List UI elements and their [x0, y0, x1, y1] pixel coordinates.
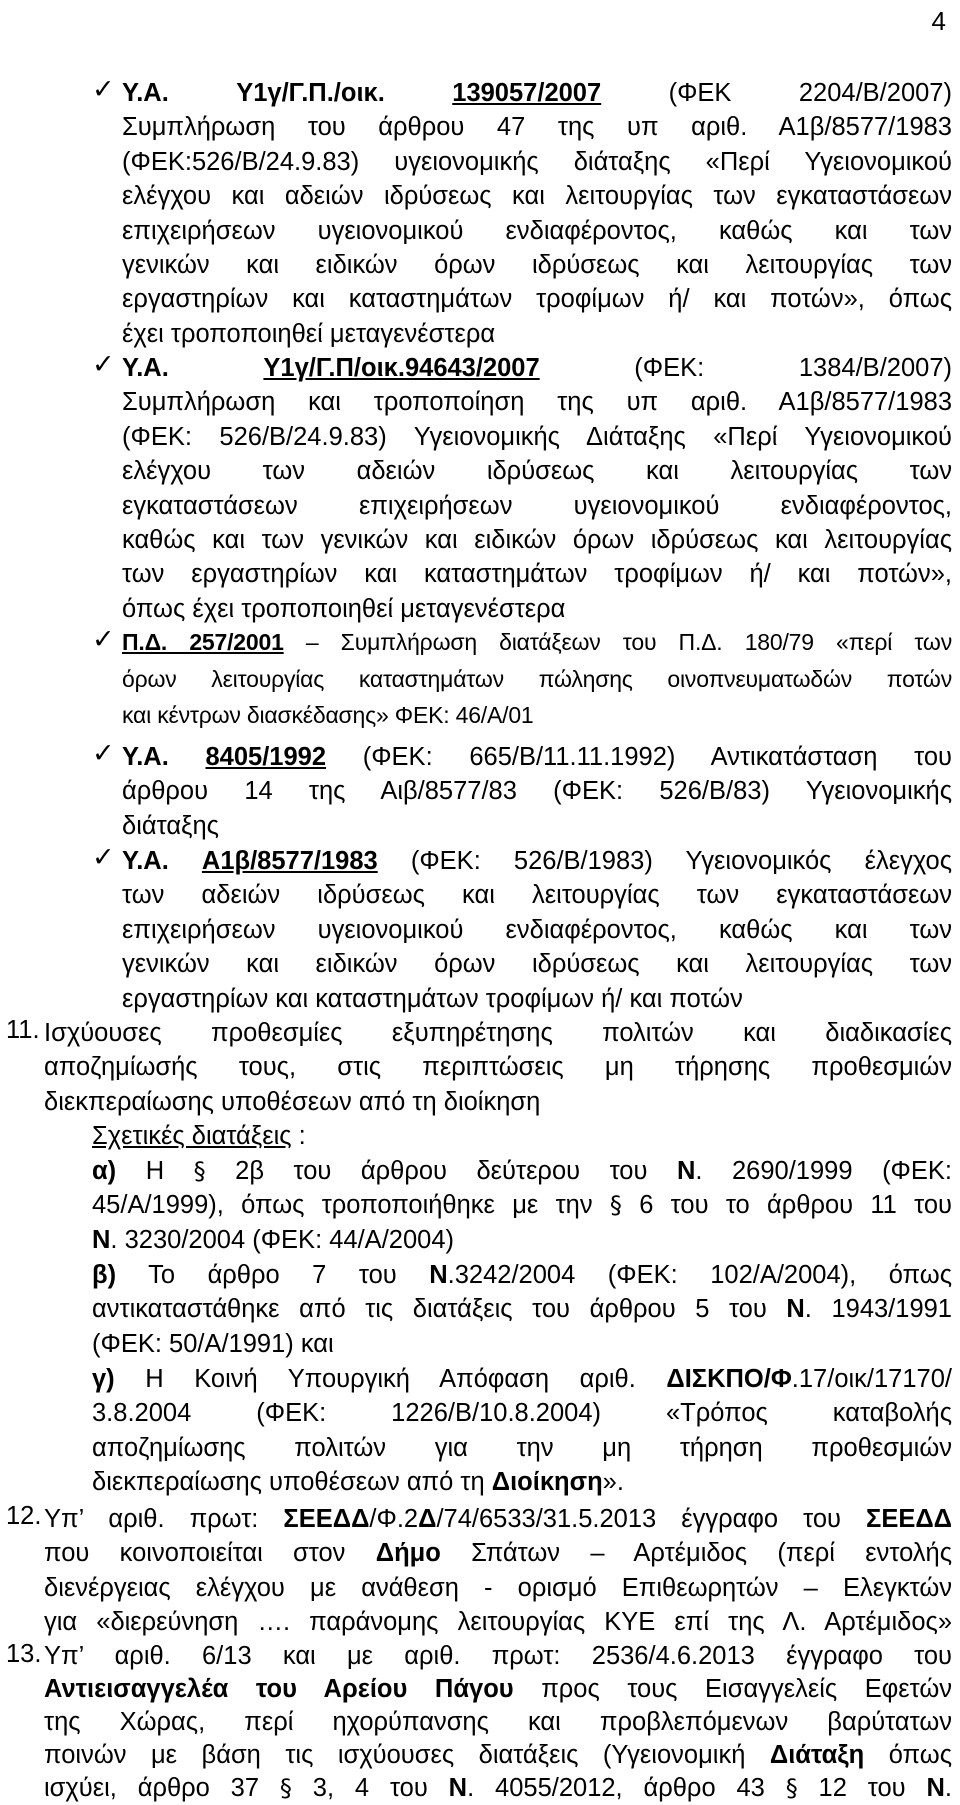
item-line: Υ.Α. Α1β/8577/1983 (ΦΕΚ: 526/Β/1983) Υγειονομικός έλεγχος: [122, 847, 952, 875]
page-number: 4: [931, 6, 946, 36]
checkmark-icon: ✓: [92, 842, 115, 873]
regulation-item-4: Υ.Α. 8405/1992 (ΦΕΚ: 665/Β/11.11.1992) Αντικατάσταση του άρθρου 14 της Αιβ/8577/83 (ΦΕΚ: 526/Β/83) Υγειονομικής διάταξης: [122, 740, 952, 843]
regulation-item-3: Π.Δ. 257/2001 – Συμπλήρωση διατάξεων του Π.Δ. 180/79 «περί των όρων λειτουργίας καταστημάτων πώλησης οινοπνευματωδών ποτών και κέντρων διασκέδασης» ΦΕΚ: 46/Α/01: [122, 624, 952, 734]
item-line: Υ.Α. Υ1γ/Γ.Π./οικ. 139057/2007 (ΦΕΚ 2204/Β/2007): [122, 79, 952, 107]
section-13: Υπ’ αριθ. 6/13 και με αριθ. πρωτ: 2536/4.6.2013 έγγραφο του Αντιεισαγγελέα του Αρείου Πάγου προς τους Εισαγγελείς Εφετών της Χώρας, περί ηχορύπανσης και προβλεπόμενων βαρύτατων ποινών με βάση τις ισχύουσες διατάξεις (Υγειονομική Διάταξη όπως ισχύει, άρθρο 37 § 3, 4 του Ν. 4055/2012, άρθρο 43 § 12 του Ν.: [44, 1642, 953, 1802]
provision-b: β) Το άρθρο 7 του Ν.3242/2004 (ΦΕΚ: 102/Α/2004), όπως αντικαταστάθηκε από τις διατάξεις του άρθρου 5 του Ν. 1943/1991 (ΦΕΚ: 50/Α/1991) και: [92, 1261, 952, 1358]
related-provisions-label: Σχετικές διατάξεις :: [92, 1122, 306, 1151]
section-number: 12.: [6, 1502, 42, 1530]
checkmark-icon: ✓: [92, 74, 115, 105]
regulation-item-1: Υ.Α. Υ1γ/Γ.Π./οικ. 139057/2007 (ΦΕΚ 2204/Β/2007) Συμπλήρωση του άρθρου 47 της υπ αριθ. Α1β/8577/1983 (ΦΕΚ:526/Β/24.9.83) υγειονομικής διάταξης «Περί Υγειονομικού ελέγχου και αδειών ιδρύσεως και λειτουργίας των εγκαταστάσεων επιχειρήσεων υγειονομικού ενδιαφέροντος, καθώς και των γενικών και ειδικών όρων ιδρύσεως και λειτουργίας των εργαστηρίων και καταστημάτων τροφίμων ή/ και ποτών», όπως έχει τροποποιηθεί μεταγενέστερα: [122, 76, 952, 351]
provision-a: α) Η § 2β του άρθρου δεύτερου του Ν. 2690/1999 (ΦΕΚ: 45/Α/1999), όπως τροποποιήθηκε με την § 6 του το άρθρου 11 του Ν. 3230/2004 (ΦΕΚ: 44/Α/2004): [92, 1157, 953, 1254]
checkmark-icon: ✓: [92, 738, 115, 769]
section-12: Υπ’ αριθ. πρωτ: ΣΕΕΔΔ/Φ.2Δ/74/6533/31.5.2013 έγγραφο του ΣΕΕΔΔ που κοινοποιείται στον Δήμο Σπάτων – Αρτέμιδος (περί εντολής διενέργειας ελέγχου με ανάθεση - ορισμό Επιθεωρητών – Ελεγκτών για «διερεύνηση …. παράνομης λειτουργίας ΚΥΕ επί της Λ. Αρτέμιδος»: [44, 1505, 953, 1637]
provision-c: γ) Η Κοινή Υπουργική Απόφαση αριθ. ΔΙΣΚΠΟ/Φ.17/οικ/17170/ 3.8.2004 (ΦΕΚ: 1226/Β/10.8.2004) «Τρόπος καταβολής αποζημίωσης πολιτών για την μη τήρηση προθεσμιών διεκπεραίωσης υποθέσεων από τη Διοίκηση».: [92, 1365, 952, 1497]
checkmark-icon: ✓: [92, 349, 115, 380]
section-number: 13.: [6, 1640, 42, 1668]
regulation-item-5: Υ.Α. Α1β/8577/1983 (ΦΕΚ: 526/Β/1983) Υγειονομικός έλεγχος των αδειών ιδρύσεως και λειτουργίας των εγκαταστάσεων επιχειρήσεων υγειονομικού ενδιαφέροντος, καθώς και των γενικών και ειδικών όρων ιδρύσεως και λειτουργίας των εργαστηρίων και καταστημάτων τροφίμων ή/ και ποτών: [122, 844, 952, 1016]
item-line: Υ.Α. Υ1γ/Γ.Π/οικ.94643/2007 (ΦΕΚ: 1384/Β/2007): [122, 354, 952, 382]
section-number: 11.: [6, 1016, 40, 1044]
item-line: Υ.Α. 8405/1992 (ΦΕΚ: 665/Β/11.11.1992) Αντικατάσταση του: [122, 743, 952, 771]
item-line: Π.Δ. 257/2001 – Συμπλήρωση διατάξεων του Π.Δ. 180/79 «περί των: [122, 629, 952, 655]
section-11: Ισχύουσες προθεσμίες εξυπηρέτησης πολιτών και διαδικασίες αποζημίωσής τους, στις περιπτώσεις μη τήρησης προθεσμιών διεκπεραίωσης υποθέσεων από τη διοίκηση Σχετικές διατάξεις :: [44, 1016, 952, 1154]
checkmark-icon: ✓: [92, 624, 115, 655]
regulation-item-2: Υ.Α. Υ1γ/Γ.Π/οικ.94643/2007 (ΦΕΚ: 1384/Β/2007) Συμπλήρωση και τροποποίηση της υπ αριθ. Α1β/8577/1983 (ΦΕΚ: 526/Β/24.9.83) Υγειονομικής Διάταξης «Περί Υγειονομικού ελέγχου των αδειών ιδρύσεως και λειτουργίας των εγκαταστάσεων επιχειρήσεων υγειονομικού ενδιαφέροντος, καθώς και των γενικών και ειδικών όρων ιδρύσεως και λειτουργίας των εργαστηρίων και καταστημάτων τροφίμων ή/ και ποτών», όπως έχει τροποποιηθεί μεταγενέστερα: [122, 351, 952, 626]
